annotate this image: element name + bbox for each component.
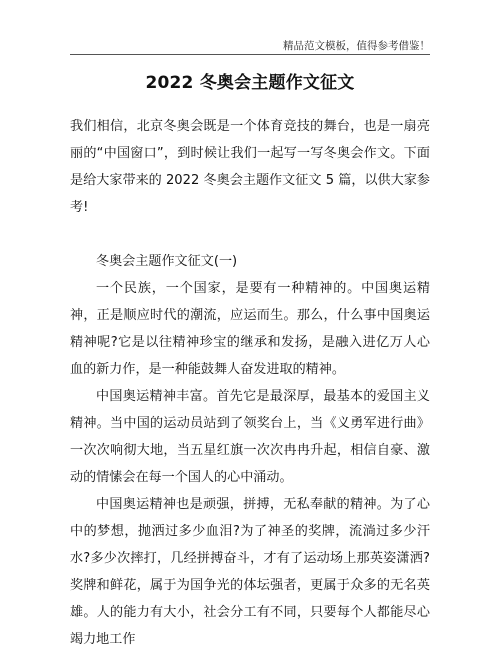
header-divider: [70, 54, 430, 55]
body-paragraph: 中国奥运精神丰富。首先它是最深厚，最基本的爱国主义精神。当中国的运动员站到了领奖台上，当《义勇军进行曲》一次次响彻大地，当五星红旗一次次冉冉升起，相信自豪、激动的情愫会在每一个国人的心中涌动。: [70, 389, 430, 485]
body-paragraph: 一个民族，一个国家，是要有一种精神的。中国奥运精神，正是顺应时代的潮流，应运而生。那么，什么事中国奥运精神呢?它是以往精神珍宝的继承和发扬，是融入进亿万人心血的新力作，是一种能鼓舞人奋发进取的精神。: [70, 281, 430, 377]
document-body: [70, 113, 430, 653]
header-note: 精品范文模板，值得参考借鉴！: [283, 40, 430, 52]
intro-paragraph: 我们相信，北京冬奥会既是一个体育竞技的舞台，也是一扇亮丽的“中国窗口”，到时候让我们一起写一写冬奥会作文。下面是给大家带来的 2022 冬奥会主题作文征文 5 篇，以供大家参考!: [70, 119, 430, 215]
blank-line: [70, 221, 430, 248]
document-title: 2022 冬奥会主题作文征文: [145, 73, 355, 93]
body-paragraph: 中国奥运精神也是顽强，拼搏，无私奉献的精神。为了心中的梦想，抛洒过多少血泪?为了神圣的奖牌，流淌过多少汗水?多少次摔打，几经拼搏奋斗，才有了运动场上那英姿潇洒?奖牌和鲜花，属于为国争光的体坛强者，更属于众多的无名英雄。人的能力有大小，社会分工有不同，只要每个人都能尽心竭力地工作: [70, 497, 430, 647]
section-heading: 冬奥会主题作文征文(一): [96, 254, 238, 269]
